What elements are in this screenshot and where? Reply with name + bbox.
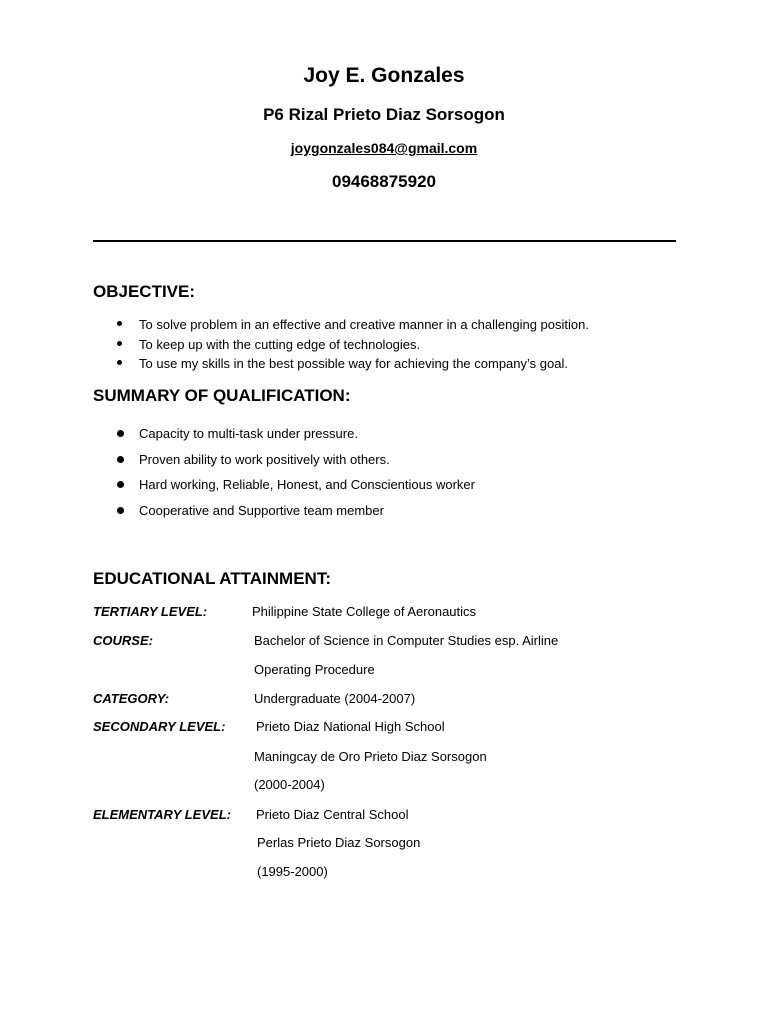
objective-item-text: To keep up with the cutting edge of technologies. [139, 336, 421, 352]
bullet-icon [117, 481, 124, 488]
bullet-icon [117, 456, 124, 463]
education-heading: EDUCATIONAL ATTAINMENT: [93, 569, 331, 588]
bullet-icon [117, 321, 122, 326]
education-value: Philippine State College of Aeronautics [252, 604, 477, 619]
education-row [0, 630, 768, 652]
objective-heading: OBJECTIVE: [93, 282, 196, 301]
objective-item [93, 354, 589, 374]
education-label: COURSE: [93, 633, 153, 648]
summary-item [93, 501, 475, 527]
objective-item-text: To solve problem in an effective and creative manner in a challenging position. [139, 317, 589, 332]
bullet-icon [117, 507, 124, 514]
objective-item-text: To use my skills in the best possible way for achieving the company’s goal. [139, 356, 568, 371]
education-value: Bachelor of Science in Computer Studies esp. Airline [254, 633, 559, 648]
education-value: Operating Procedure [254, 662, 375, 677]
applicant-address: P6 Rizal Prieto Diaz Sorsogon [263, 105, 505, 124]
summary-item [93, 424, 475, 450]
header-divider [93, 240, 676, 242]
education-value: (1995-2000) [257, 864, 328, 879]
education-value: Prieto Diaz Central School [256, 807, 409, 822]
education-row [0, 688, 768, 710]
education-row [0, 861, 768, 883]
education-row [0, 746, 768, 768]
objective-item [93, 315, 589, 335]
applicant-name: Joy E. Gonzales [303, 64, 465, 87]
education-label: CATEGORY: [93, 691, 170, 706]
summary-item-text: Capacity to multi-task under pressure. [139, 426, 358, 441]
bullet-icon [117, 430, 124, 437]
bullet-icon [117, 341, 122, 346]
education-value: Maningcay de Oro Prieto Diaz Sorsogon [254, 749, 487, 764]
bullet-icon [117, 360, 122, 365]
education-row [0, 601, 768, 623]
education-row [0, 659, 768, 681]
summary-heading: SUMMARY OF QUALIFICATION: [93, 386, 351, 405]
summary-list [93, 424, 475, 527]
applicant-email[interactable]: joygonzales084@gmail.com [290, 140, 478, 156]
education-label: SECONDARY LEVEL: [93, 719, 226, 734]
applicant-phone: 09468875920 [331, 172, 436, 191]
education-value: Prieto Diaz National High School [256, 719, 445, 734]
objective-list [93, 315, 589, 374]
summary-item-text: Cooperative and Supportive team member [139, 503, 384, 519]
objective-item [93, 335, 589, 355]
education-value: (2000-2004) [254, 777, 325, 792]
education-row [0, 832, 768, 854]
education-row [0, 804, 768, 826]
education-value: Perlas Prieto Diaz Sorsogon [257, 835, 421, 850]
education-label: ELEMENTARY LEVEL: [93, 807, 231, 822]
summary-item-text: Proven ability to work positively with others. [139, 451, 390, 467]
education-label: TERTIARY LEVEL: [93, 604, 208, 619]
summary-item [93, 475, 475, 501]
summary-item [93, 450, 475, 476]
education-value: Undergraduate (2004-2007) [254, 691, 416, 706]
education-row [0, 716, 768, 738]
education-row [0, 774, 768, 796]
summary-item-text: Hard working, Reliable, Honest, and Conscientious worker [139, 477, 475, 493]
